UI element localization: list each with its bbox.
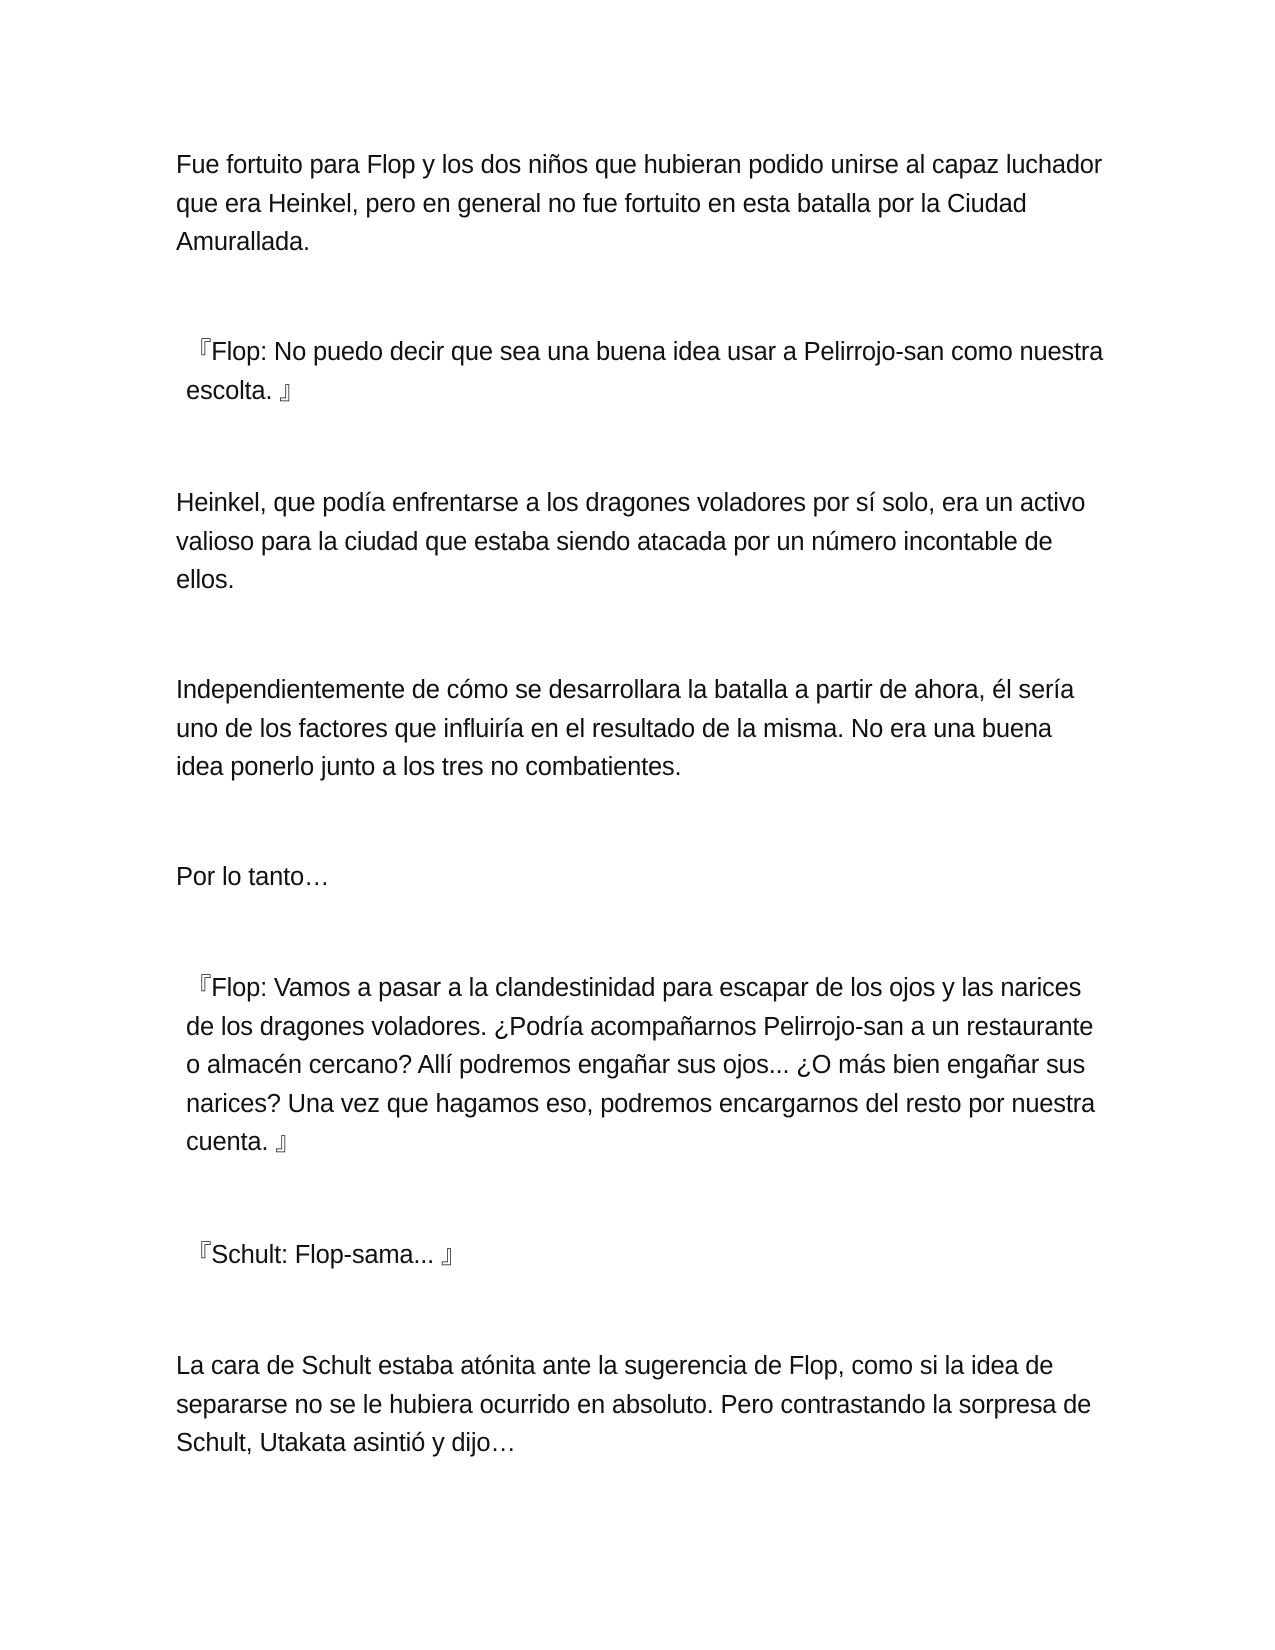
narration-paragraph: Heinkel, que podía enfrentarse a los dragones voladores por sí solo, era un activo valioso para la ciudad que estaba siendo atacada por un número incontable de ellos. [176,489,1086,594]
dialogue-line-schult: 『Schult: Flop-sama... 』 [186,1241,467,1269]
dialogue-line-flop: 『Flop: Vamos a pasar a la clandestinidad para escapar de los ojos y las narices de los dragones voladores. ¿Podría acompañarnos Pelirrojo-san a un restaurante o almacén cercano? Allí podremos engañar sus ojos... ¿O más bien engañar sus narices? Una vez que hagamos eso, podremos encargarnos del resto por nuestra cuenta. 』 [186,974,1096,1156]
narration-paragraph: La cara de Schult estaba atónita ante la sugerencia de Flop, como si la idea de separarse no se le hubiera ocurrido en absoluto. Pero contrastando la sorpresa de Schult, Utakata asintió y dijo… [176,1352,1092,1457]
narration-paragraph: Fue fortuito para Flop y los dos niños que hubieran podido unirse al capaz luchador que era Heinkel, pero en general no fue fortuito en esta batalla por la Ciudad Amurallada. [176,151,1103,256]
dialogue-line-flop: 『Flop: No puedo decir que sea una buena idea usar a Pelirrojo-san como nuestra escolta. 』 [186,338,1104,405]
narration-paragraph: Independientemente de cómo se desarrollara la batalla a partir de ahora, él sería uno de los factores que influiría en el resultado de la misma. No era una buena idea ponerlo junto a los tres no combatientes. [176,676,1075,781]
narration-paragraph: Por lo tanto… [176,863,330,891]
